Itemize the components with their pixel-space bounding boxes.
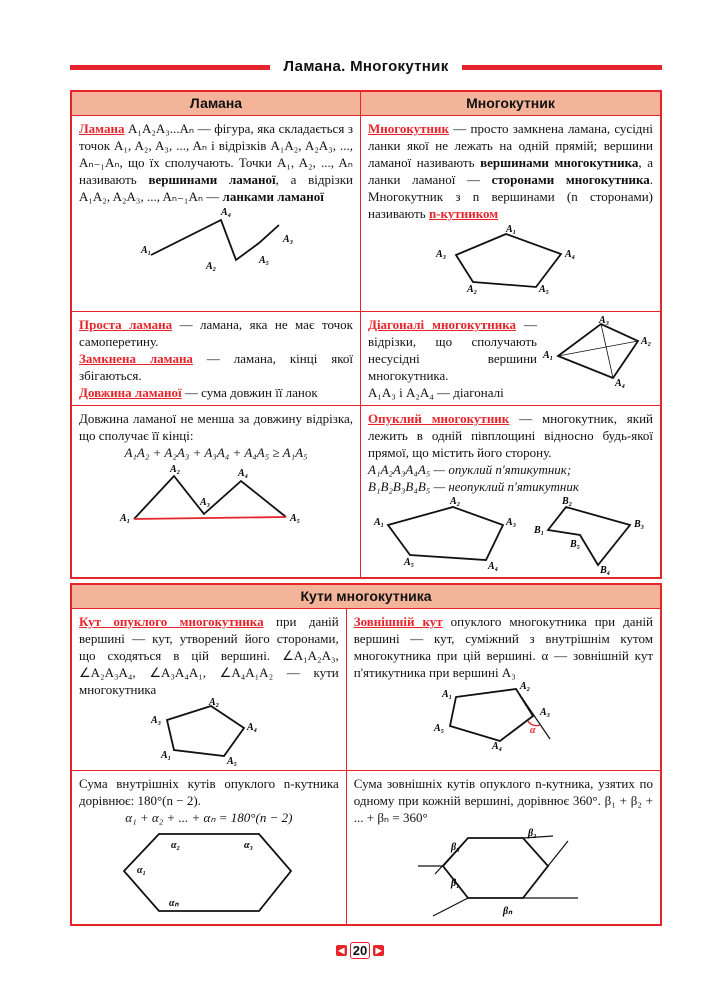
term-polyline: Ламана xyxy=(79,121,125,136)
text: B₁B₂B₃B₄B₅ — неопуклий п'ятикутник xyxy=(368,479,579,494)
label: A₂ xyxy=(208,697,220,708)
text: — відрізки, що сполучають несусідні вершини многокутника. xyxy=(368,317,537,383)
bold-polygon-vertices: вершинами многокутника xyxy=(480,155,639,170)
bold-polygon-sides: сторонами многокутника xyxy=(491,172,650,187)
bold-links: ланками ламаної xyxy=(222,189,324,204)
cell-interior-angle xyxy=(71,609,346,771)
label: α₃ xyxy=(243,840,253,851)
label: A₄ xyxy=(564,249,575,260)
cell-exterior-angle xyxy=(346,609,661,771)
label: A₃ xyxy=(506,517,517,528)
bold-vertices: вершинами ламаної xyxy=(148,172,276,187)
label: α₂ xyxy=(170,840,180,851)
alpha-label: α xyxy=(530,725,536,736)
cell-polyline-inequality xyxy=(71,406,361,579)
previous-page-icon[interactable]: ◀ xyxy=(336,945,347,956)
label: A₁ xyxy=(505,224,516,235)
cell-interior-sum xyxy=(71,771,346,925)
label: A₂ xyxy=(641,336,652,347)
text: Довжина ламаної не менша за довжину відрізка, що сполучає її кінці: xyxy=(79,411,353,443)
term-closed: Замкнена ламана xyxy=(79,351,193,366)
label: B₄ xyxy=(600,565,611,576)
inequality-formula: A₁A₂ + A₂A₃ + A₃A₄ + A₄A₅ ≥ A₁A₅ xyxy=(124,445,308,460)
text: Сума зовнішніх кутів опуклого n-кутника, узятих по одному при кожній вершині, дорівнює 360°. β₁ + β₂ + ... + βₙ = 360° xyxy=(353,776,653,825)
label: A₁ xyxy=(543,350,554,361)
term-length: Довжина ламаної xyxy=(79,385,182,400)
label: β₁ xyxy=(451,878,460,889)
label: β₃ xyxy=(451,842,460,853)
label: A₃ xyxy=(150,715,162,726)
label: A₅ xyxy=(290,513,301,524)
cell-convex-polygon xyxy=(361,406,662,579)
label: A₄ xyxy=(615,378,626,389)
page-title-bar xyxy=(70,57,662,79)
label: A₄ xyxy=(221,207,232,218)
cell-exterior-sum xyxy=(346,771,661,925)
pentagon-figure xyxy=(431,222,591,294)
label: A₃ xyxy=(540,707,551,718)
text: — ламана, яка не має точок самоперетину. xyxy=(79,317,353,349)
label: A₃ xyxy=(599,315,610,326)
polyline-inequality-figure xyxy=(116,461,316,533)
label: A₂ xyxy=(450,496,461,507)
cell-diagonals xyxy=(361,312,662,406)
cell-polygon-definition xyxy=(361,116,662,312)
label: A₂ xyxy=(170,464,181,475)
text: опуклого многокутника при даній вершині — кут, суміжний з внутрішнім кутом многокутника при цій вершині. α — зовнішній кут п'ятикутника при вершині A₃ xyxy=(353,614,654,680)
header-polygon: Многокутник xyxy=(361,91,662,116)
label: A₅ xyxy=(259,255,270,266)
cell-polyline-definition xyxy=(71,116,361,312)
text: — ламана, кінці якої збігаються. xyxy=(79,351,353,383)
next-page-icon[interactable]: ▶ xyxy=(373,945,384,956)
text: A₁A₃ і A₂A₄ — діагоналі xyxy=(368,385,504,400)
term-exterior-angle: Зовнішній кут xyxy=(353,614,443,629)
text: — многокутник, який лежить в одній півплощині відносно будь-якої прямої, що містить його сторону. xyxy=(368,411,653,460)
label: B₁ xyxy=(534,525,545,536)
text: A₁A₂A₃A₄A₅ — опуклий п'ятикутник; xyxy=(368,462,572,477)
label: A₅ xyxy=(434,723,445,734)
label: A₂ xyxy=(206,261,217,272)
label: α₁ xyxy=(136,865,146,876)
text: — сума довжин її ланок xyxy=(181,385,318,400)
label: A₅ xyxy=(226,756,238,767)
term-simple: Проста ламана xyxy=(79,317,173,332)
label: A₁ xyxy=(141,245,152,256)
label: B₂ xyxy=(562,496,573,507)
term-interior-angle: Кут опуклого многокутника xyxy=(79,614,264,629)
label: A₂ xyxy=(520,681,531,692)
exterior-angle-figure xyxy=(428,681,578,752)
page-number: 20 xyxy=(350,942,370,959)
text: A₁A₂A₃...Aₙ — фігура, яка складається з точок A₁, A₂, A₃, ..., Aₙ і відрізків A₁A₂, A₂A₃, ..., Aₙ₋₁Aₙ, що їх сполучають. Точки A₁, A₂, ..., Aₙ називають xyxy=(79,121,353,187)
label: A₃ xyxy=(435,249,446,260)
label: A₅ xyxy=(538,284,549,295)
text: Сума внутрішніх кутів опуклого n-кутника дорівнює: 180°(n − 2). xyxy=(79,776,339,808)
text: . Многокутник з n вершинами (n сторонами) називають xyxy=(368,172,653,221)
convex-nonconvex-figure xyxy=(368,495,653,576)
table-polyline-polygon xyxy=(70,90,662,579)
text: при даній вершині — кут, утворений його сторонами, що сходяться в цій вершині. ∠A₁A₂A₃, ∠A₂A₃A₄, ∠A₃A₄A₁, ∠A₄A₁A₂ — кути многокутника xyxy=(79,614,339,697)
label: B₅ xyxy=(570,539,581,550)
term-polygon: Многокутник xyxy=(368,121,450,136)
label: A₄ xyxy=(488,561,499,572)
header-angles: Кути многокутника xyxy=(71,584,661,609)
page-navigation xyxy=(0,942,720,959)
label: αₙ xyxy=(168,898,179,909)
label: A₁ xyxy=(374,517,385,528)
label: A₂ xyxy=(466,284,477,295)
table-polygon-angles xyxy=(70,583,662,926)
label: A₃ xyxy=(283,234,294,245)
term-diagonals: Діагоналі многокутника xyxy=(368,317,517,332)
label: B₃ xyxy=(634,519,645,530)
interior-sum-formula: α₁ + α₂ + ... + αₙ = 180°(n − 2) xyxy=(125,810,293,825)
label: A₅ xyxy=(404,557,415,568)
polyline-figure xyxy=(141,205,294,287)
term-convex: Опуклий многокутник xyxy=(368,411,510,426)
header-polyline: Ламана xyxy=(71,91,361,116)
hexagon-exterior-figure xyxy=(403,826,603,918)
label: A₁ xyxy=(442,689,453,700)
label: β₂ xyxy=(528,828,537,839)
text: , а ланки ламаної — xyxy=(368,155,653,187)
term-n-gon: n-кутником xyxy=(428,206,499,221)
label: A₄ xyxy=(492,741,503,752)
label: A₁ xyxy=(160,750,172,761)
label: βₙ xyxy=(503,906,513,917)
label: A₄ xyxy=(238,468,249,479)
page-title: Ламана. Многокутник xyxy=(275,58,456,75)
diagonals-figure xyxy=(543,316,653,388)
label: A₁ xyxy=(120,513,131,524)
text: — просто замкнена ламана, сусідні ланки якої не лежать на одній прямій; вершини ламаної називають xyxy=(368,121,653,170)
label: A₄ xyxy=(246,722,258,733)
label: A₃ xyxy=(200,497,211,508)
cell-simple-polyline xyxy=(71,312,361,406)
hexagon-interior-figure xyxy=(109,826,309,918)
interior-angle-figure xyxy=(139,697,279,767)
text: , а відрізки A₁A₂, A₂A₃, ..., Aₙ₋₁Aₙ — xyxy=(79,172,354,204)
